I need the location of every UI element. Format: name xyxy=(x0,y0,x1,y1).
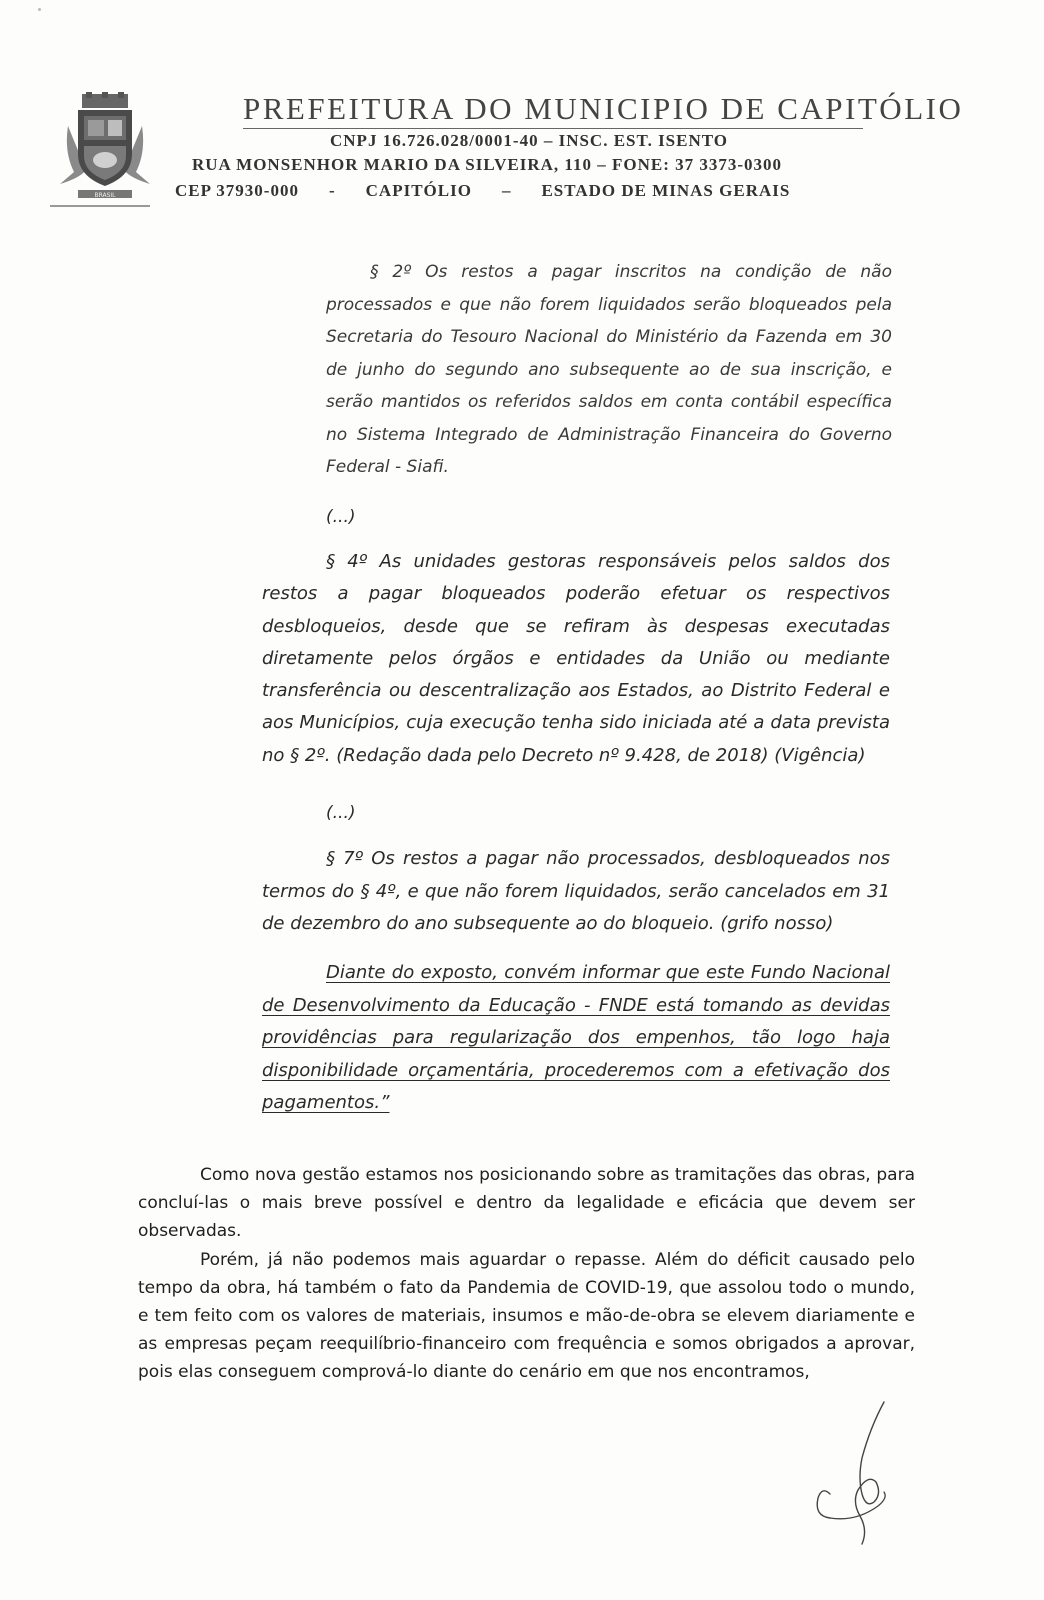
scan-speck xyxy=(38,8,41,11)
quote-ellipsis: (...) xyxy=(326,507,356,527)
letterhead-address: RUA MONSENHOR MARIO DA SILVEIRA, 110 – FONE: 37 3373-0300 xyxy=(192,155,783,174)
letterhead-rule xyxy=(243,128,863,129)
quote-paragraph-2 xyxy=(326,256,892,484)
letterhead-cnpj: CNPJ 16.726.028/0001-40 – INSC. EST. ISENTO xyxy=(330,131,729,150)
letterhead-city: CAPITÓLIO xyxy=(365,181,472,200)
quote-conclusion-text: Diante do exposto, convém informar que este Fundo Nacional de Desenvolvimento da Educação - FNDE está tomando as devidas providências para regularização dos empenhos, tão logo haja disponibilidade orçamentária, procederemos com a efetivação dos pagamentos.” xyxy=(262,962,890,1113)
body-paragraph-1-text: Como nova gestão estamos nos posicionando sobre as tramitações das obras, para concluí-las o mais breve possível e dentro da legalidade e eficácia que devem ser observadas. xyxy=(138,1165,915,1241)
quote-paragraph-4-text: § 4º As unidades gestoras responsáveis pelos saldos dos restos a pagar bloqueados poderão efetuar os respectivos desbloqueios, desde que se refiram às despesas executadas diretamente pelos órgãos e entidades da União ou mediante transferência ou descentralização aos Estados, ao Distrito Federal e aos Municípios, cuja execução tenha sido iniciada até a data prevista no § 2º. (Redação dada pelo Decreto nº 9.428, de 2018) (Vigência) xyxy=(262,551,890,766)
crest-underline xyxy=(50,205,150,207)
letterhead-title: PREFEITURA DO MUNICIPIO DE CAPITÓLIO xyxy=(243,91,964,126)
quote-paragraph-4 xyxy=(262,546,890,772)
letterhead-state: ESTADO DE MINAS GERAIS xyxy=(541,181,791,200)
quote-ellipsis-2: (...) xyxy=(326,803,356,823)
letterhead-separator-2: – xyxy=(501,181,512,200)
handwritten-signature-icon xyxy=(800,1398,895,1548)
letterhead-location xyxy=(175,181,790,201)
quote-paragraph-2-text: § 2º Os restos a pagar inscritos na condição de não processados e que não forem liquidados serão bloqueados pela Secretaria do Tesouro Nacional do Ministério da Fazenda em 30 de junho do segundo ano subsequente ao de sua inscrição, e serão mantidos os referidos saldos em conta contábil específica no Sistema Integrado de Administração Financeira do Governo Federal - Siafi. xyxy=(326,262,892,477)
letterhead-cep: CEP 37930-000 xyxy=(175,181,299,200)
body-paragraph-1 xyxy=(138,1161,915,1245)
body-paragraph-2 xyxy=(138,1246,915,1386)
municipal-crest-icon xyxy=(60,92,150,204)
quote-conclusion xyxy=(262,957,890,1120)
quote-paragraph-7-text: § 7º Os restos a pagar não processados, desbloqueados nos termos do § 4º, e que não forem liquidados, serão cancelados em 31 de dezembro do ano subsequente ao do bloqueio. (grifo nosso) xyxy=(262,848,890,934)
svg-text:BRASIL: BRASIL xyxy=(94,192,116,199)
quote-paragraph-7 xyxy=(262,843,890,941)
letterhead-separator: - xyxy=(328,181,336,200)
body-paragraph-2-text: Porém, já não podemos mais aguardar o repasse. Além do déficit causado pelo tempo da obra, há também o fato da Pandemia de COVID-19, que assolou todo o mundo, e tem feito com os valores de materiais, insumos e mão-de-obra se elevem diariamente e as empresas peçam reequilíbrio-financeiro com frequência e somos obrigados a aprovar, pois elas conseguem comprová-lo diante do cenário em que nos encontramos, xyxy=(138,1250,915,1382)
